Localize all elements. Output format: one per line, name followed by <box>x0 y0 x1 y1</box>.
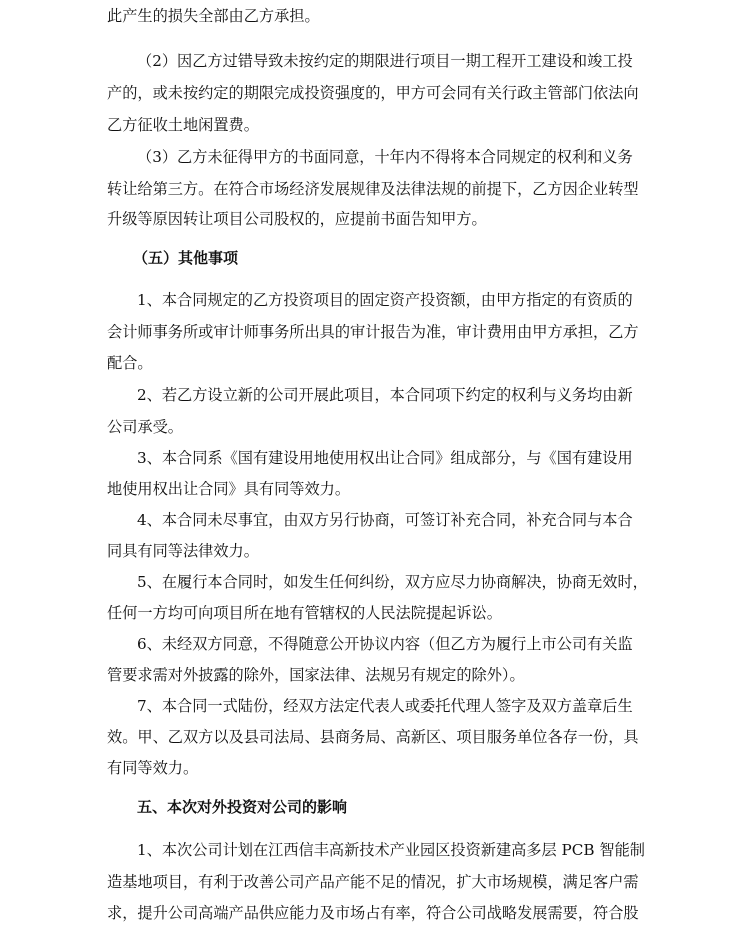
text-line: 地使用权出让合同》具有同等效力。 <box>107 480 350 498</box>
text-line: 配合。 <box>107 354 153 372</box>
text-line: 此产生的损失全部由乙方承担。 <box>107 7 320 25</box>
text-line: 求，提升公司高端产品供应能力及市场占有率，符合公司战略发展需要，符合股 <box>107 904 639 922</box>
text-line: 3、本合同系《国有建设用地使用权出让合同》组成部分，与《国有建设用 <box>137 449 633 467</box>
text-line: 任何一方均可向项目所在地有管辖权的人民法院提起诉讼。 <box>107 604 502 622</box>
text-line: 5、在履行本合同时，如发生任何纠纷，双方应尽力协商解决，协商无效时， <box>137 573 648 591</box>
text-line: （3）乙方未征得甲方的书面同意，十年内不得将本合同规定的权利和义务 <box>137 148 633 166</box>
text-line: 效。甲、乙双方以及县司法局、县商务局、高新区、项目服务单位各存一份，具 <box>107 728 639 746</box>
text-line: 1、本合同规定的乙方投资项目的固定资产投资额，由甲方指定的有资质的 <box>137 291 633 309</box>
text-line: 2、若乙方设立新的公司开展此项目，本合同项下约定的权利与义务均由新 <box>137 386 633 404</box>
text-line: 同具有同等法律效力。 <box>107 542 259 560</box>
text-line: 公司承受。 <box>107 418 183 436</box>
text-line: 4、本合同未尽事宜，由双方另行协商，可签订补充合同，补充合同与本合 <box>137 511 633 529</box>
text-line: 1、本次公司计划在江西信丰高新技术产业园区投资新建高多层 PCB 智能制 <box>137 841 645 859</box>
section-heading: 五、本次对外投资对公司的影响 <box>137 798 348 816</box>
text-line: 会计师事务所或审计师事务所出具的审计报告为准，审计费用由甲方承担，乙方 <box>107 323 639 341</box>
text-line: 升级等原因转让项目公司股权的，应提前书面告知甲方。 <box>107 210 487 228</box>
text-line: 造基地项目，有利于改善公司产品产能不足的情况，扩大市场规模，满足客户需 <box>107 873 639 891</box>
text-line: 7、本合同一式陆份，经双方法定代表人或委托代理人签字及双方盖章后生 <box>137 697 633 715</box>
text-line: 转让给第三方。在符合市场经济发展规律及法律法规的前提下，乙方因企业转型 <box>107 180 639 198</box>
text-line: 产的，或未按约定的期限完成投资强度的，甲方可会同有关行政主管部门依法向 <box>107 84 639 102</box>
text-line: 乙方征收土地闲置费。 <box>107 116 259 134</box>
text-line: 管要求需对外披露的除外，国家法律、法规另有规定的除外）。 <box>107 666 525 684</box>
text-line: 6、未经双方同意，不得随意公开协议内容（但乙方为履行上市公司有关监 <box>137 635 633 653</box>
text-line: （2）因乙方过错导致未按约定的期限进行项目一期工程开工建设和竣工投 <box>137 52 633 70</box>
section-heading: （五）其他事项 <box>133 249 239 267</box>
text-line: 有同等效力。 <box>107 759 199 777</box>
